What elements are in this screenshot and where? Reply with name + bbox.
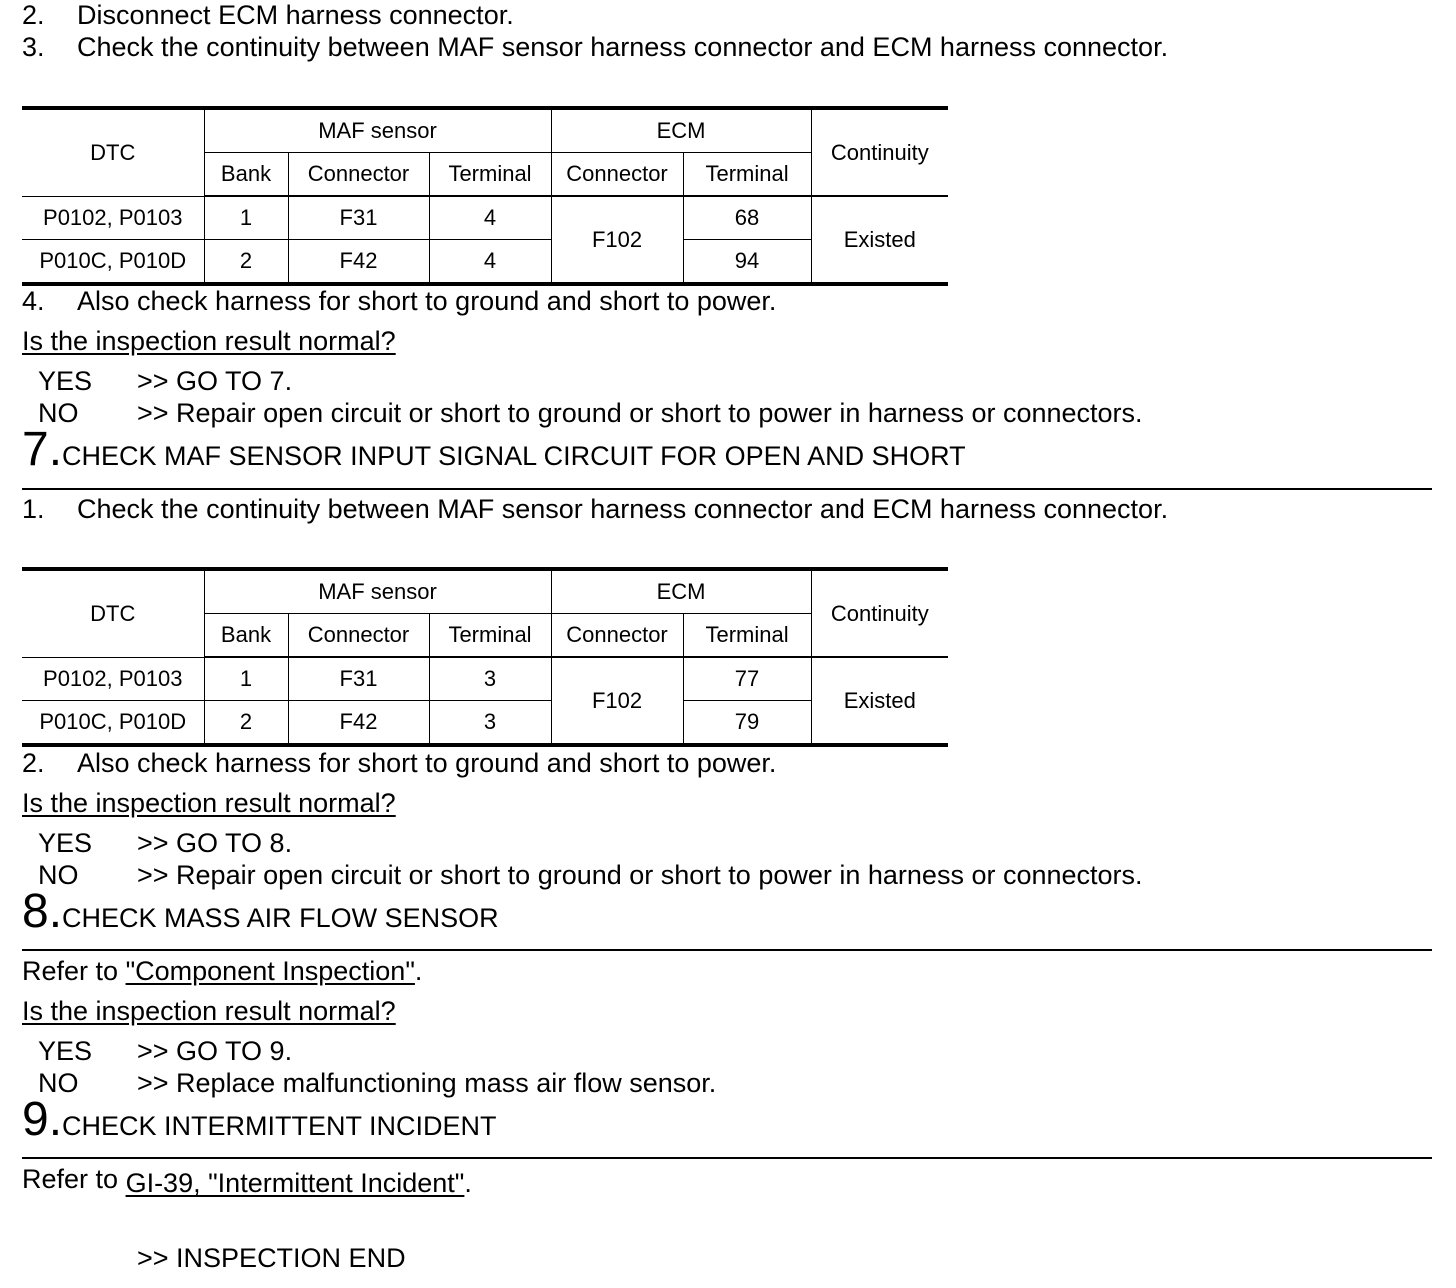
- cell-ecm-connector: F102: [551, 196, 683, 284]
- no-label: NO: [38, 398, 79, 428]
- yes-action: >> GO TO 7.: [137, 366, 293, 396]
- cell-dtc: P0102, P0103: [22, 657, 204, 701]
- yes-action: >> GO TO 9.: [137, 1036, 293, 1066]
- item-number: 2.: [22, 0, 45, 30]
- no-label: NO: [38, 860, 79, 890]
- item-text: Also check harness for short to ground and short to power.: [77, 748, 777, 778]
- step-number: 9.: [22, 1093, 63, 1146]
- no-label: NO: [38, 1068, 79, 1098]
- item-text: Also check harness for short to ground and short to power.: [77, 286, 777, 316]
- cell-ecm-terminal: 79: [683, 701, 811, 746]
- cell-maf-connector: F31: [288, 657, 429, 701]
- item-number: 3.: [22, 32, 45, 62]
- no-action: >> Repair open circuit or short to ground or short to power in harness or connectors.: [137, 860, 1143, 890]
- header-maf-sensor: MAF sensor: [204, 569, 551, 614]
- no-action: >> Repair open circuit or short to ground or short to power in harness or connectors.: [137, 398, 1143, 428]
- refer-text: Refer to: [22, 956, 119, 986]
- cell-maf-terminal: 3: [429, 657, 551, 701]
- inspection-question: Is the inspection result normal?: [22, 788, 396, 818]
- header-ecm: ECM: [551, 108, 811, 153]
- step-number: 7.: [22, 423, 63, 476]
- cell-maf-terminal: 4: [429, 196, 551, 240]
- item-number: 2.: [22, 748, 45, 778]
- header-terminal: Terminal: [683, 153, 811, 197]
- cell-maf-connector: F42: [288, 701, 429, 746]
- step-heading-7: [22, 423, 966, 476]
- cell-bank: 2: [204, 701, 288, 746]
- cell-dtc: P010C, P010D: [22, 240, 204, 285]
- step-heading-9: [22, 1093, 497, 1146]
- component-inspection-link[interactable]: "Component Inspection": [125, 956, 415, 986]
- item-number: 1.: [22, 494, 45, 524]
- header-ecm: ECM: [551, 569, 811, 614]
- header-connector: Connector: [551, 153, 683, 197]
- header-bank: Bank: [204, 153, 288, 197]
- cell-ecm-connector: F102: [551, 657, 683, 745]
- cell-maf-connector: F42: [288, 240, 429, 285]
- yes-label: YES: [38, 828, 93, 858]
- item-text: Check the continuity between MAF sensor harness connector and ECM harness connector.: [77, 32, 1169, 62]
- cell-bank: 2: [204, 240, 288, 285]
- refer-line: [22, 1164, 472, 1198]
- cell-maf-terminal: 4: [429, 240, 551, 285]
- item-text: Disconnect ECM harness connector.: [77, 0, 514, 30]
- item-text: Check the continuity between MAF sensor harness connector and ECM harness connector.: [77, 494, 1169, 524]
- cell-maf-terminal: 3: [429, 701, 551, 746]
- cell-continuity: Existed: [811, 196, 948, 284]
- period: .: [414, 956, 423, 986]
- header-connector: Connector: [288, 153, 429, 197]
- section-divider: [22, 1157, 1432, 1159]
- cell-ecm-terminal: 68: [683, 196, 811, 240]
- cell-ecm-terminal: 94: [683, 240, 811, 285]
- header-continuity: Continuity: [811, 108, 948, 196]
- table-row: [22, 196, 948, 240]
- header-terminal: Terminal: [683, 614, 811, 658]
- yes-label: YES: [38, 366, 93, 396]
- yes-action: >> GO TO 8.: [137, 828, 293, 858]
- step-title: CHECK INTERMITTENT INCIDENT: [62, 1111, 497, 1141]
- yes-label: YES: [38, 1036, 93, 1066]
- step-title: CHECK MASS AIR FLOW SENSOR: [62, 903, 499, 933]
- header-bank: Bank: [204, 614, 288, 658]
- continuity-table-1: [22, 106, 948, 286]
- refer-line: [22, 956, 422, 986]
- refer-text: Refer to: [22, 1164, 119, 1194]
- cell-bank: 1: [204, 196, 288, 240]
- no-action: >> Replace malfunctioning mass air flow sensor.: [137, 1068, 717, 1098]
- header-terminal: Terminal: [429, 153, 551, 197]
- cell-dtc: P010C, P010D: [22, 701, 204, 746]
- table-row: [22, 240, 948, 285]
- step-heading-8: [22, 885, 499, 938]
- inspection-question: Is the inspection result normal?: [22, 326, 396, 356]
- item-number: 4.: [22, 286, 45, 316]
- end-text: >> INSPECTION END: [137, 1243, 406, 1273]
- continuity-table-2: [22, 567, 948, 747]
- cell-bank: 1: [204, 657, 288, 701]
- table-row: [22, 657, 948, 701]
- header-dtc: DTC: [22, 569, 204, 657]
- header-dtc: DTC: [22, 108, 204, 196]
- inspection-question: Is the inspection result normal?: [22, 996, 396, 1026]
- section-divider: [22, 949, 1432, 951]
- header-connector: Connector: [288, 614, 429, 658]
- cell-ecm-terminal: 77: [683, 657, 811, 701]
- table-row: [22, 701, 948, 746]
- cell-maf-connector: F31: [288, 196, 429, 240]
- cell-continuity: Existed: [811, 657, 948, 745]
- step-number: 8.: [22, 885, 63, 938]
- header-terminal: Terminal: [429, 614, 551, 658]
- section-divider: [22, 488, 1432, 490]
- header-connector: Connector: [551, 614, 683, 658]
- period: .: [464, 1168, 472, 1198]
- cell-dtc: P0102, P0103: [22, 196, 204, 240]
- step-title: CHECK MAF SENSOR INPUT SIGNAL CIRCUIT FOR OPEN AND SHORT: [62, 441, 966, 471]
- header-continuity: Continuity: [811, 569, 948, 657]
- intermittent-incident-link[interactable]: GI-39, "Intermittent Incident": [125, 1168, 465, 1198]
- header-maf-sensor: MAF sensor: [204, 108, 551, 153]
